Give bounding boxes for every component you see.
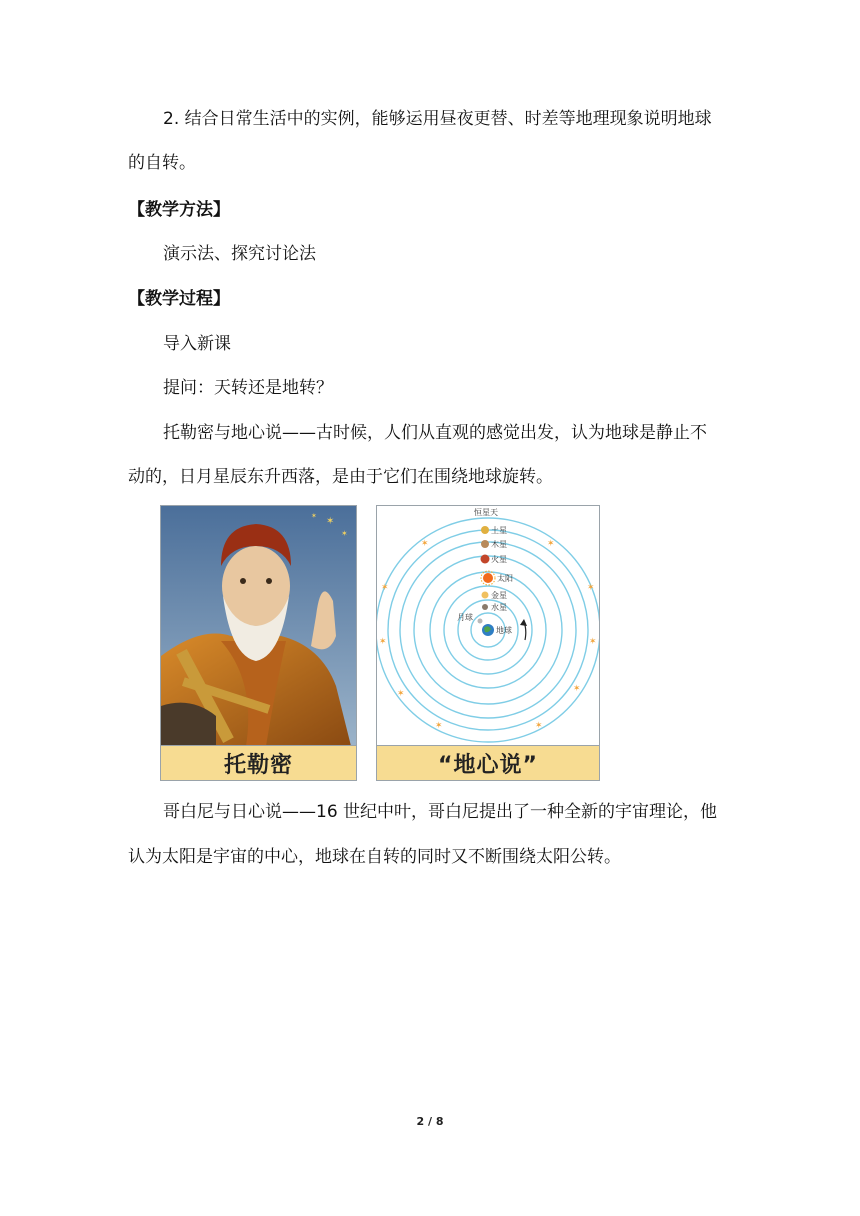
label-stars: 恒星天 — [474, 508, 498, 517]
ptolemy-paragraph-line-1: 托勒密与地心说——古时候，人们从直观的感觉出发，认为地球是静止不 — [163, 423, 707, 443]
svg-text:✶: ✶ — [311, 512, 317, 520]
star-icon: ✶ — [397, 689, 405, 699]
star-icon: ✶ — [535, 721, 543, 731]
ptolemy-paragraph-line-2: 动的，日月星辰东升西落，是由于它们在围绕地球旋转。 — [128, 467, 553, 487]
ptolemy-caption: 托勒密 — [161, 745, 356, 780]
process-question: 提问：天转还是地转？ — [163, 378, 333, 398]
star-icon: ✶ — [379, 637, 387, 647]
methods-text: 演示法、探究讨论法 — [163, 244, 316, 264]
process-intro: 导入新课 — [163, 334, 231, 354]
geocentric-diagram — [377, 506, 599, 746]
label-saturn: 土星 — [491, 526, 507, 535]
label-mercury: 水星 — [491, 603, 507, 612]
svg-text:✶: ✶ — [326, 516, 335, 527]
label-jupiter: 木星 — [491, 540, 507, 549]
star-icon: ✶ — [589, 637, 597, 647]
copernicus-paragraph-line-1: 哥白尼与日心说——16 世纪中叶，哥白尼提出了一种全新的宇宙理论，他 — [163, 802, 718, 822]
star-icon: ✶ — [381, 583, 389, 593]
label-sun: 太阳 — [497, 574, 513, 583]
star-icon: ✶ — [435, 721, 443, 731]
ptolemy-portrait-image — [161, 506, 356, 746]
label-moon: 月球 — [457, 613, 473, 622]
objective-2-line-2: 的自转。 — [128, 153, 196, 173]
label-venus: 金星 — [491, 591, 507, 600]
geocentric-figure — [376, 505, 600, 781]
star-icon: ✶ — [421, 539, 429, 549]
copernicus-paragraph-line-2: 认为太阳是宇宙的中心，地球在自转的同时又不断围绕太阳公转。 — [128, 847, 621, 867]
star-icon: ✶ — [547, 539, 555, 549]
process-heading: 【教学过程】 — [128, 289, 230, 309]
ptolemy-figure — [160, 505, 357, 781]
star-icon: ✶ — [587, 583, 595, 593]
geocentric-caption: “地心说” — [377, 745, 599, 780]
star-icon: ✶ — [573, 684, 581, 694]
svg-text:✶: ✶ — [341, 529, 348, 538]
label-mars: 火星 — [491, 555, 507, 564]
methods-heading: 【教学方法】 — [128, 200, 230, 220]
objective-2-line-1: 2. 结合日常生活中的实例，能够运用昼夜更替、时差等地理现象说明地球 — [163, 109, 712, 129]
label-earth: 地球 — [496, 626, 512, 635]
page-number: 2 / 8 — [416, 1115, 444, 1128]
